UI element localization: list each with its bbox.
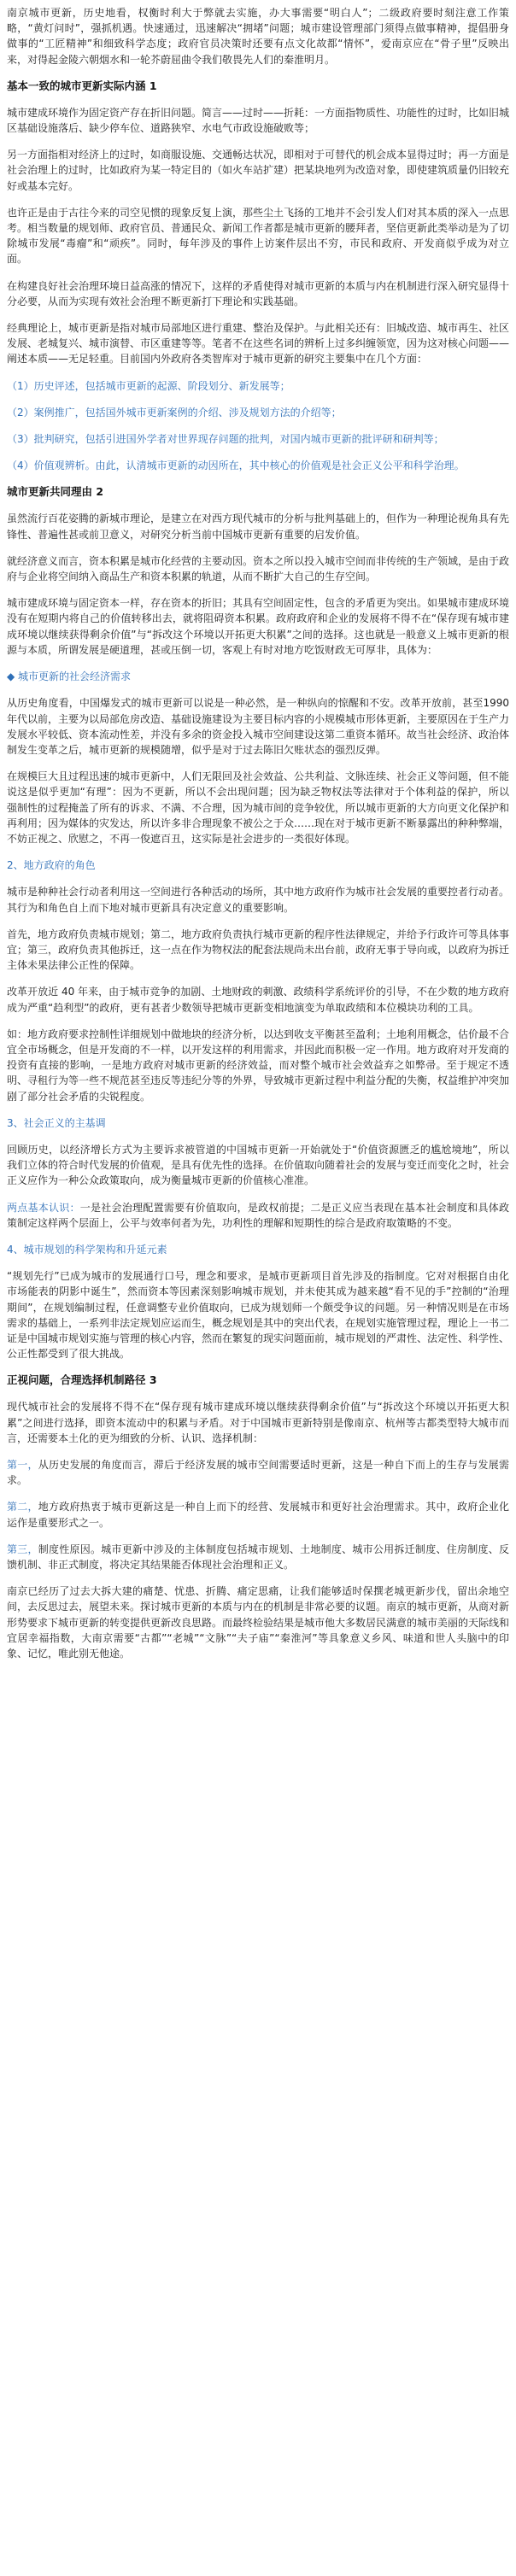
paragraph: 经典理论上，城市更新是指对城市局部地区进行重建、整治及保护。与此相关还有：旧城改造、城市再生、社区发展、老城复兴、城市演替、市区重建等等。笔者不在这些名词的辨析上过多纠缠领宽，因为这对核心问题——阐述本质——无足轻重。目前国内外政府各类智库对于城市更新的研究主要集中在几个方面： [7, 322, 510, 366]
content-block [7, 431, 509, 447]
paragraph-lead: 两点基本认识： [7, 1201, 80, 1214]
paragraph: 城市是种种社会行动者利用这一空间进行各种活动的场所，其中地方政府作为城市社会发展的重要控者行动者。其行为和角色自上而下地对城市更新具有决定意义的重要影响。 [7, 886, 510, 914]
paragraph-text: 地方政府热衷于城市更新这是一种自上而下的经营、发展城市和更好社会治理需求。其中，政府企业化运作是重要形式之一。 [7, 1501, 509, 1529]
content-block [7, 1115, 509, 1131]
paragraph-lead: 第三， [7, 1543, 38, 1555]
content-block [7, 1499, 509, 1530]
paragraph-text: 制度性原因。城市更新中涉及的主体制度包括城市规划、土地制度、城市公用拆迁制度、住房制度、反馈机制、非正式制度，将决定其结果能否体现社会治理和正义。 [7, 1543, 509, 1572]
content-block [7, 1457, 509, 1488]
paragraph: “规划先行”已成为城市的发展通行口号，理念和要求，是城市更新项目首先涉及的指制度。它对对根据自由化市场能表的阴影中诞生”，然而资本等因素深刻影响城市规划，并未使其成为越来越“看不见的手”控制的“治理期间”，在规划编制过程，任意调整专业价值取向，已成为规划师一个颇受争议的问题。另一种情况则是在市场需求的基础上，一系列非法定规划应运而生，概念规划是其中的突出代表，在规划实施管理过程，理论上一书二证是中国城市规划实施与管理的核心内容，然而在繁复的现实问题面前，城市规划的严肃性、法定性、科学性、公正性都受到了很大挑战。 [7, 1270, 510, 1361]
lead-paragraph [7, 1542, 509, 1572]
content-block [7, 320, 509, 367]
paragraph: 在规模巨大且过程迅速的城市更新中，人们无限回及社会效益、公共利益、文脉连续、社会正义等问题，但不能说这是似乎更加“有理”：因为不更新，所以不会出现问题；因为缺乏物权法等法律对于个体利益的保护，所以强制性的过程掩盖了所有的诉求、不满、不合理，因为城市间的竞争较优，所以城市更新的大方向更文化保护和再利用；因为媒体的灾发达，所以许多非合理现象不被公之于众……现在对于城市更新不断暴露出的种种弊端，不妨正视之、欣慰之，不再一俊遮百丑，这实际是社会进步的一类很好体现。 [7, 770, 510, 845]
content-block [7, 147, 509, 194]
paragraph-lead: 第二， [7, 1501, 38, 1513]
paragraph: 从历史角度看，中国爆发式的城市更新可以说是一种必然，是一种纵向的惊醒和不安。改革开放前，甚至1990年代以前，主要为以局部危房改造、基础设施建设为主要目标内容的小规模城市形体更新，主要原因在于生产力发展水平较低、资本流动性差，并没有多余的资金投入城市空间建设这第二重资本循环。故当社会经济、政治体制发生变革之后，城市更新的规模随增，似乎是对于过去陈旧欠账状态的强烈反弹。 [7, 697, 510, 756]
content-block [7, 1200, 509, 1231]
paragraph: 首先，地方政府负责城市规划；第二，地方政府负责执行城市更新的程序性法律规定，并给予行政许可等具体事宜；第三，政府负责其他拆迁，这一点在作为物权法的配套法规尚未出台前，政府无事于导向或，以政府为拆迁主体未果法律公正性的保障。 [7, 928, 510, 972]
paragraph: 回顾历史，以经济增长方式为主要诉求被管道的中国城市更新一开始就处于“价值资源匮乏的尴尬境地”，所以我们立体的符合时代发展的价值观，是具有优先性的选择。在价值取向随着社会的发展与变迁而变化之时，社会正义应作为一种公众政策取向，成为衡量城市更新的价值核心准准。 [7, 1143, 510, 1187]
highlighted-point: 3、社会正义的主基调 [7, 1116, 106, 1129]
highlighted-point: （2）案例推广，包括国外城市更新案例的介绍、涉及规划方法的介绍等； [7, 406, 342, 419]
content-block [7, 278, 509, 309]
content-block [7, 378, 509, 394]
paragraph: 虽然流行百花姿腾的新城市理论，是建立在对西方现代城市的分析与批判基础上的，但作为一种理论视角具有先锋性、普遍性甚或前卫意义，对研究分析当前中国城市更新有重要的启发价值。 [7, 512, 510, 541]
content-block [7, 984, 509, 1015]
paragraph: 南京已经历了过去大拆大建的痛楚、忧患、折腾、痛定思痛，让我们能够适时保撰老城更新步伐，留出余地空间，去反思过去，展望未来。探讨城市更新的本质与内在的机制是非常必要的议题。南京的城市更新，从商对新形势要求下城市更新的转变提供更新改良思路。而最终检验结果是城市他大多数居民满意的城市美丽的天际线和宜居幸福指数，大南京需要“古都”“老城”“文脉”“夫子庙”“秦淮河”等具象意义乡风、味道和世人头脑中的印象、记忆，唯此别无他途。 [7, 1585, 510, 1660]
content-block [7, 511, 509, 542]
content-block [7, 1268, 509, 1361]
content-block [7, 1242, 509, 1257]
content-block [7, 669, 509, 684]
content-block [7, 484, 509, 500]
highlighted-point: 2、地方政府的角色 [7, 859, 96, 872]
content-block [7, 1373, 509, 1388]
content-block [7, 205, 509, 267]
content-block [7, 695, 509, 758]
lead-paragraph [7, 1457, 509, 1488]
content-block [7, 553, 509, 584]
content-block [7, 79, 509, 94]
content-block [7, 105, 509, 136]
content-block [7, 1399, 509, 1446]
paragraph-lead: 第一， [7, 1459, 38, 1472]
content-block [7, 769, 509, 846]
paragraph: 在构建良好社会治理环境日益高涨的情况下，这样的矛盾使得对城市更新的本质与内在机制进行深入研究显得十分必要，从而为实现有效社会治理不断更新打下理论和实践基础。 [7, 279, 510, 307]
paragraph: 就经济意义而言，资本积累是城市化经营的主要动因。资本之所以投入城市空间而非传统的生产领域，是由于政府与企业将空间纳入商品生产和资本积累的轨道，从而不断扩大自己的生存空间。 [7, 554, 510, 583]
content-block [7, 1027, 509, 1104]
paragraph: 城市建成环境作为固定资产存在折旧问题。简言——过时——折耗：一方面指物质性、功能性的过时，比如旧城区基础设施落后、缺少停车位、道路狭窄、水电气市政设施破败等； [7, 106, 510, 135]
highlighted-point: 4、城市规划的科学架构和升延元素 [7, 1243, 167, 1256]
content-block [7, 1142, 509, 1189]
paragraph: 另一方面指相对经济上的过时，如商服设施、交通畅达状况，即相对于可替代的机会成本显得过时；再一方面是社会治理上的过时，比如政府为某一特定目的（如火车站扩建）把某块地列为改造对象，即使建筑质量仍旧较充好或基本完好。 [7, 149, 510, 192]
highlighted-point: （4）价值观辨析。由此，认清城市更新的动因所在，其中核心的价值观是社会正义公平和科学治理。 [7, 460, 465, 472]
content-block [7, 458, 509, 473]
paragraph: 南京城市更新，历史地看，权衡时利大于弊就去实施，办大事需要“明白人”；二级政府要时刻注意工作策略，“黄灯问时”，强抓机遇。快速通过，迅速解决“拥堵”问题；城市建设管理部门须得点做事精神，提倡册身做事的“工匠精神”和细致科学态度；政府官员决策时还要有点文化故都“情怀”，爱南京应在“骨子里”反映出来，对得起金陵六朝烟水和一轮芥蔚屈曲令我们敬畏先人们的秦淮明月。 [7, 7, 509, 66]
content-block [7, 5, 509, 67]
content-block [7, 1584, 509, 1661]
highlighted-point: ◆ 城市更新的社会经济需求 [7, 670, 132, 683]
paragraph: 城市建成环境与固定资本一样，存在资本的折旧；其具有空间固定性，包含的矛盾更为突出。如果城市建成环境没有在短期内将自己的价值转移出去，就将阻碍资本积累。政府政府和企业的发展将不得不在“保存现有城市建成环境以继续获得剩余价值”与“拆改这个环境以开拓更大积累”之间的选择。这也就是一般意义上城市更新的根源与本质，所谓发展是硬道理，甚或压倒一切，客观上有时对地方吃饭财政无可厚非，具体为： [7, 597, 510, 656]
paragraph: 如：地方政府要求控制性详细规划中做地块的经济分析，以达到收支平衡甚至盈利；土地利用概念，估价最不合宜全市场概念，但是开发商的不一样，以开发这样的利用需求，并因此而积极一定一作用。地方政府对开发商的投资有直接的影响，一是地方政府对城市更新的经济效益，而对整个城市社会效益弃之如弊帚。至于规定不透明、寻租行为等一些不规范甚至违反等违纪分等的外界，导致城市更新过程中利益分配的失衡，权益维护冲突加剧了部分社会矛盾的尖锐程度。 [7, 1027, 510, 1103]
section-heading: 基本一致的城市更新实际内涵 1 [7, 79, 157, 92]
lead-paragraph [7, 1499, 509, 1530]
highlighted-point: （3）批判研究，包括引进国外学者对世界现存问题的批判，对国内城市更新的批评研和研判等； [7, 433, 444, 446]
lead-paragraph [7, 1200, 509, 1231]
content-block [7, 884, 509, 915]
section-heading: 正视问题，合理选择机制路径 3 [7, 1373, 157, 1387]
content-block [7, 927, 509, 974]
content-block [7, 405, 509, 420]
paragraph: 现代城市社会的发展将不得不在“保存现有城市建成环境以继续获得剩余价值”与“拆改这个环境以开拓更大积累”之间进行选择，即资本流动中的积累与矛盾。对于中国城市更新特别是像南京、杭州等古都类型特大城市而言，还需要本土化的更为细致的分析、认识、选择机制： [7, 1401, 509, 1444]
highlighted-point: （1）历史评述，包括城市更新的起源、阶段划分、新发展等； [7, 379, 290, 392]
paragraph: 改革开放近 40 年来，由于城市竞争的加剧、土地财政的刺激、政绩科学系统评价的引导，不在少数的地方政府成为严重“趋利型”的政府，更有甚者少数领导把城市更新变相地演变为单取政绩和本位模块功利的工具。 [7, 986, 509, 1014]
content-block [7, 595, 509, 658]
content-block [7, 858, 509, 873]
paragraph-text: 一是社会治理配置需要有价值取向，是政权前提；二是正义应当表现在基本社会制度和具体政策制定这样两个层面上，公平与效率何者为先，功利性的理解和短期性的综合是政府取策略的不变。 [7, 1201, 509, 1229]
content-block [7, 1542, 509, 1572]
paragraph-text: 从历史发展的角度而言，滞后于经济发展的城市空间需要适时更新，这是一种自下而上的生存与发展需求。 [7, 1459, 509, 1487]
section-heading: 城市更新共同理由 2 [7, 485, 104, 499]
paragraph: 也许正是由于古往今来的司空见惯的现象反复上演，那些尘土飞扬的工地并不会引发人们对其本质的深入一点思考。相当数量的规划师、政府官员、普通民众、新闻工作者都是城市更新的腰拜者，坚信更新此类举动是为了切除城市发展“毒瘤”和“顽疾”。同时，每年涉及的事件上访案件层出不穷，市民和政府、开发商似乎成为对立面。 [7, 206, 510, 266]
